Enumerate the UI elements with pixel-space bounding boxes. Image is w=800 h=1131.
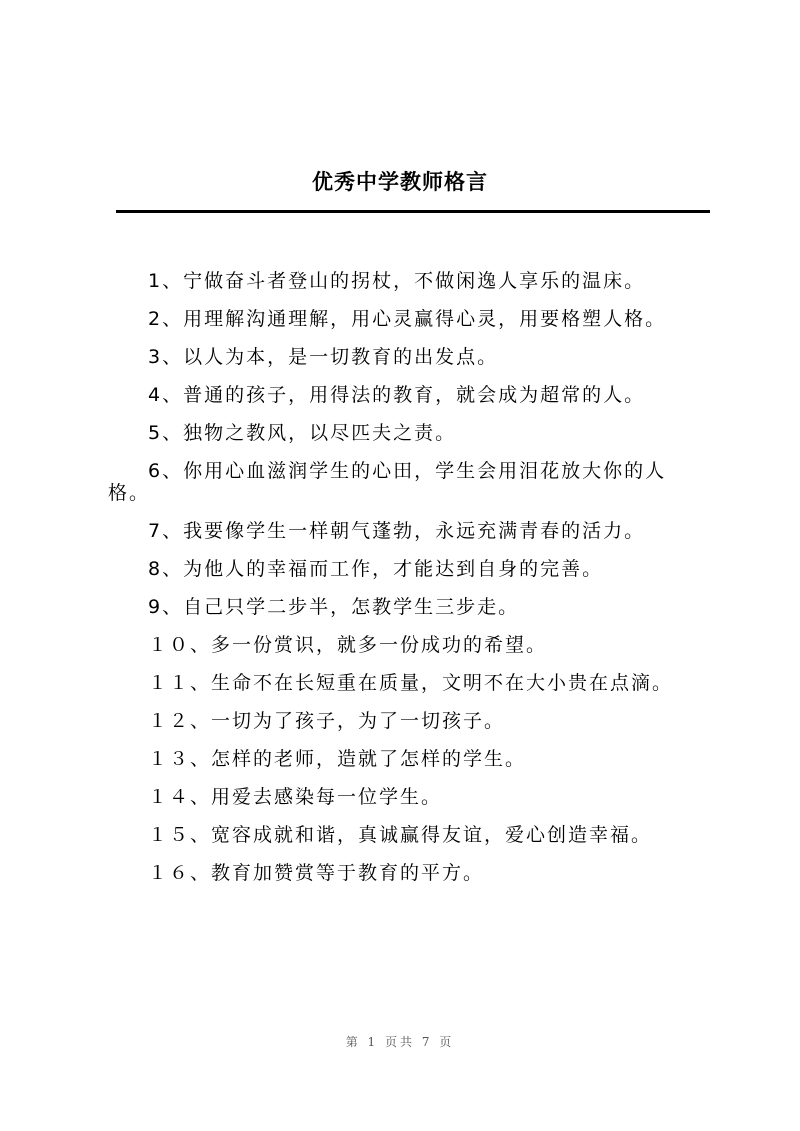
quote-list	[108, 270, 678, 900]
list-item: 4、普通的孩子，用得法的教育，就会成为超常的人。	[148, 384, 646, 406]
page-title: 优秀中学教师格言	[312, 170, 488, 194]
list-item: 2、用理解沟通理解，用心灵赢得心灵，用要格塑人格。	[148, 308, 667, 330]
title-divider	[116, 210, 710, 213]
list-item: 9、自己只学二步半，怎教学生三步走。	[148, 596, 520, 618]
list-item: １０、多一份赏识，就多一份成功的希望。	[148, 634, 548, 656]
list-item: １１、生命不在长短重在质量，文明不在大小贵在点滴。	[148, 672, 674, 694]
list-item: 1、宁做奋斗者登山的拐杖，不做闲逸人享乐的温床。	[148, 270, 646, 292]
list-item: 8、为他人的幸福而工作，才能达到自身的完善。	[148, 558, 604, 580]
list-item: 3、以人为本，是一切教育的出发点。	[148, 346, 499, 368]
list-item: 6、你用心血滋润学生的心田，学生会用泪花放大你的人格。	[108, 460, 667, 504]
list-item: 5、独物之教风，以尽匹夫之责。	[148, 422, 457, 444]
list-item: １２、一切为了孩子，为了一切孩子。	[148, 710, 506, 732]
list-item: １４、用爱去感染每一位学生。	[148, 786, 443, 808]
page-footer: 第 1 页共 7 页	[345, 1035, 455, 1049]
list-item: １６、教育加赞赏等于教育的平方。	[148, 862, 485, 884]
list-item: 7、我要像学生一样朝气蓬勃，永远充满青春的活力。	[148, 520, 646, 542]
list-item: １３、怎样的老师，造就了怎样的学生。	[148, 748, 527, 770]
list-item: １５、宽容成就和谐，真诚赢得友谊，爱心创造幸福。	[148, 824, 653, 846]
